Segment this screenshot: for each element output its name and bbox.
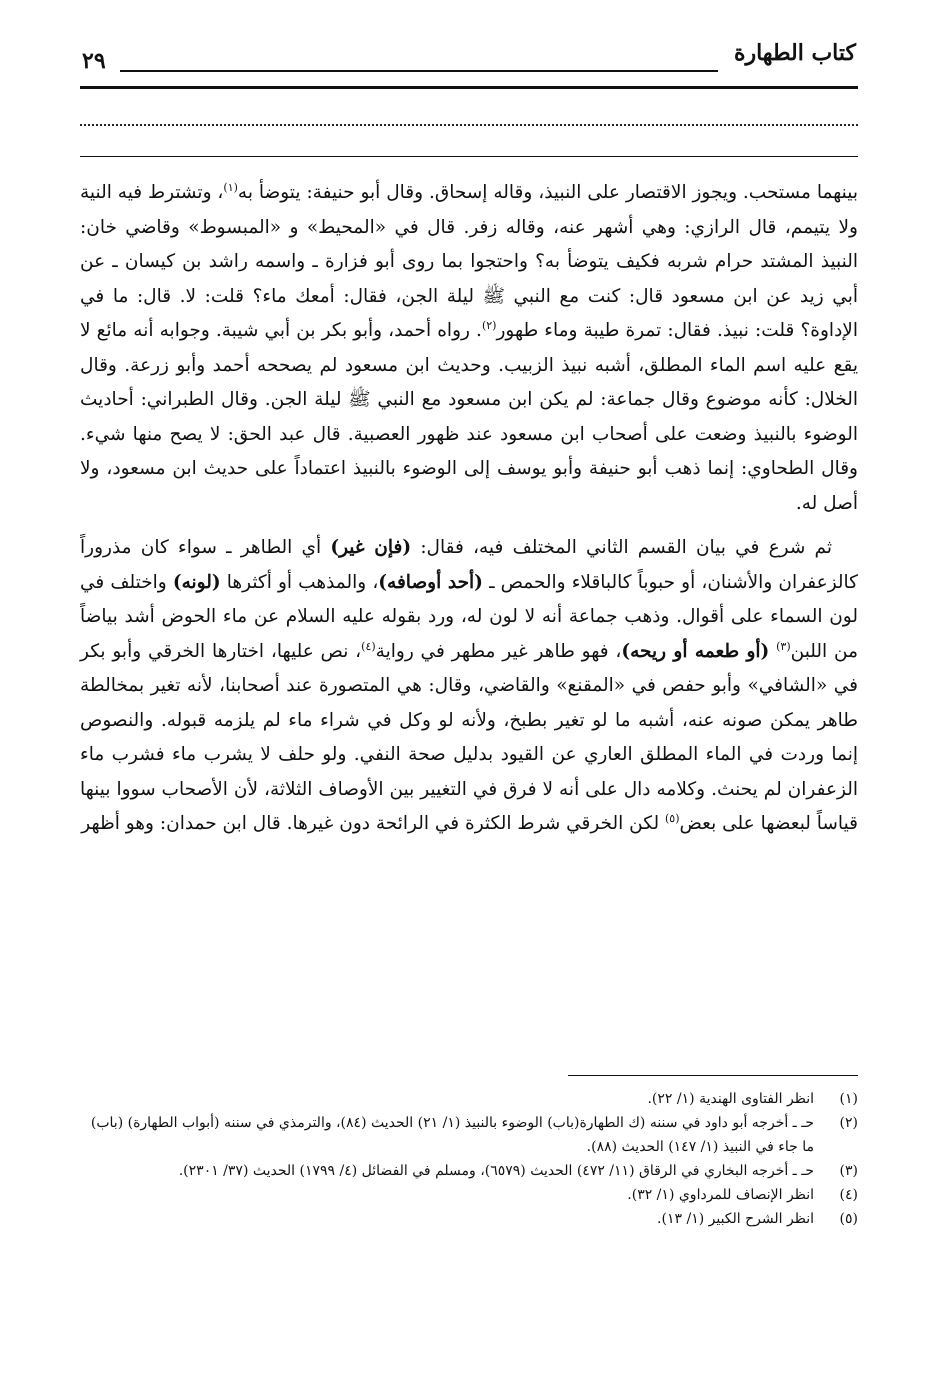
footnote-rule	[568, 1075, 858, 1076]
footnote-text: حـ ـ أخرجه أبو داود في سننه (ك الطهارة(باب) الوضوء بالنبيذ (١/ ٢١) الحديث (٨٤)، والترمذي في سننه (أبواب الطهارة) (باب) ما جاء في النبيذ (١/ ١٤٧) الحديث (٨٨).	[90, 1115, 814, 1155]
p2-bold-1: (فإن غير)	[330, 537, 412, 558]
page-number: ٢٩	[82, 48, 106, 74]
footnote-ref-3: (٣)	[776, 639, 791, 653]
footnote-3	[80, 1159, 858, 1183]
footnote-number: (١)	[839, 1091, 858, 1107]
footnote-1	[80, 1087, 858, 1111]
footnote-2	[80, 1111, 858, 1159]
running-title: كتاب الطهارة	[733, 40, 856, 66]
p1-text-a: بينهما مستحب. ويجوز الاقتصار على النبيذ، وقاله إسحاق. وقال أبو حنيفة: يتوضأ به	[237, 182, 858, 203]
footnote-text: حـ ـ أخرجه البخاري في الرقاق (١١/ ٤٧٢) الحديث (٦٥٧٩)، ومسلم في الفضائل (٤/ ١٧٩٩) الحديث (٣٧/ ٢٣٠١).	[178, 1163, 814, 1179]
paragraph-2	[80, 531, 858, 842]
footnote-5	[80, 1207, 858, 1231]
p2-bold-4: (أو طعمه أو ريحه)	[621, 640, 770, 662]
footnote-ref-5: (٥)	[664, 811, 680, 825]
p2-text-4: واختلف في لون السماء على أقوال. وذهب جماعة أنه لا لون له، ورد بقوله عليه السلام عن ماء الحوض أشد بياضاً من اللبن	[80, 571, 858, 662]
main-text	[80, 176, 858, 842]
p2-text-2: أي الطاهر ـ سواء كان مذروراً كالزعفران والأشنان، أو حبوباً كالباقلاء والحمص ـ	[80, 537, 858, 593]
p2-text-8: لكن الخرقي شرط الكثرة في الرائحة دون غيرها. قال ابن حمدان: وهو أظهر	[81, 813, 665, 834]
p1-text-c: . رواه أحمد، وأبو بكر بن أبي شيبة. وجوابه أنه مائع لا يقع عليه اسم الماء المطلق، أشبه نبيذ الزبيب. وحديث ابن مسعود لم يصححه أحمد وأبو زرعة. وقال الخلال: كأنه موضوع وقال جماعة: لم يكن ابن مسعود مع النبي ﷺ ليلة الجن. وقال الطبراني: أحاديث الوضوء بالنبيذ وضعت على أصحاب ابن مسعود عند ظهور العصبية. قال عبد الحق: لا يصح منها شيء. وقال الطحاوي: إنما ذهب أبو حنيفة وأبو يوسف إلى الوضوء بالنبيذ اعتماداً على حديث ابن مسعود، ولا أصل له.	[80, 320, 858, 514]
footnote-ref-1: (١)	[223, 180, 238, 194]
footnote-text: انظر الفتاوى الهندية (١/ ٢٢).	[647, 1091, 814, 1107]
text-top-rule	[80, 156, 858, 157]
footnote-number: (٣)	[839, 1163, 858, 1179]
p2-text-3: ، والمذهب أو أكثرها	[220, 571, 379, 593]
footnote-text: انظر الإنصاف للمرداوي (١/ ٣٢).	[627, 1187, 814, 1203]
footnote-number: (٥)	[839, 1211, 858, 1227]
footnote-number: (٤)	[839, 1187, 858, 1203]
footnote-ref-2: (٢)	[481, 318, 497, 332]
p2-text-7: ، نص عليها، اختارها الخرقي وأبو بكر في «الشافي» وأبو حفص في «المقنع» والقاضي، وقال: هي المتصورة عند أصحابنا، لأنه تغير بمخالطة طاهر يمكن صونه عنه، أشبه ما لو تغير بطبخ، ولأنه لو وكل في شراء ماء لم يلزمه قبوله. والنصوص إنما وردت في الماء المطلق العاري عن القيود بدليل صحة النفي. ولو حلف لا يشرب ماء فشرب ماء الزعفران لم يحنث. وكلامه دال على أنه لا فرق في التغيير بين الأوصاف الثلاثة، لأن الأصحاب سووا بينها قياساً لبعضها على بعض	[80, 640, 858, 834]
footnote-text: انظر الشرح الكبير (١/ ١٣).	[657, 1211, 814, 1227]
p2-bold-3: (لونه)	[172, 571, 221, 593]
p2-text-6: ، فهو طاهر غير مطهر في رواية	[375, 640, 622, 662]
paragraph-1	[80, 176, 858, 521]
p2-bold-2: (أحد أوصافه)	[378, 571, 483, 593]
p2-text-1: ثم شرع في بيان القسم الثاني المختلف فيه، فقال:	[411, 537, 833, 558]
footnote-number: (٢)	[839, 1115, 858, 1131]
dotted-separator	[80, 124, 858, 126]
footnotes	[80, 1087, 858, 1231]
header-line	[120, 70, 718, 72]
p1-text-b: ، وتشترط فيه النية ولا يتيمم، قال الرازي: وهي أشهر عنه، وقاله زفر. قال في «المحيط» و «المبسوط» وقاضي خان: النبيذ المشتد حرام شربه فكيف يتوضأ به؟ واحتجوا بما روى أبو فزارة ـ واسمه راشد بن كيسان ـ عن أبي زيد عن ابن مسعود قال: كنت مع النبي ﷺ ليلة الجن، فقال: أمعك ماء؟ قلت: لا. قال: ما في الإداوة؟ قلت: نبيذ. فقال: تمرة طيبة وماء طهور	[80, 182, 858, 341]
footnote-ref-4: (٤)	[361, 639, 376, 653]
footnote-4	[80, 1183, 858, 1207]
header-rule	[80, 86, 858, 89]
